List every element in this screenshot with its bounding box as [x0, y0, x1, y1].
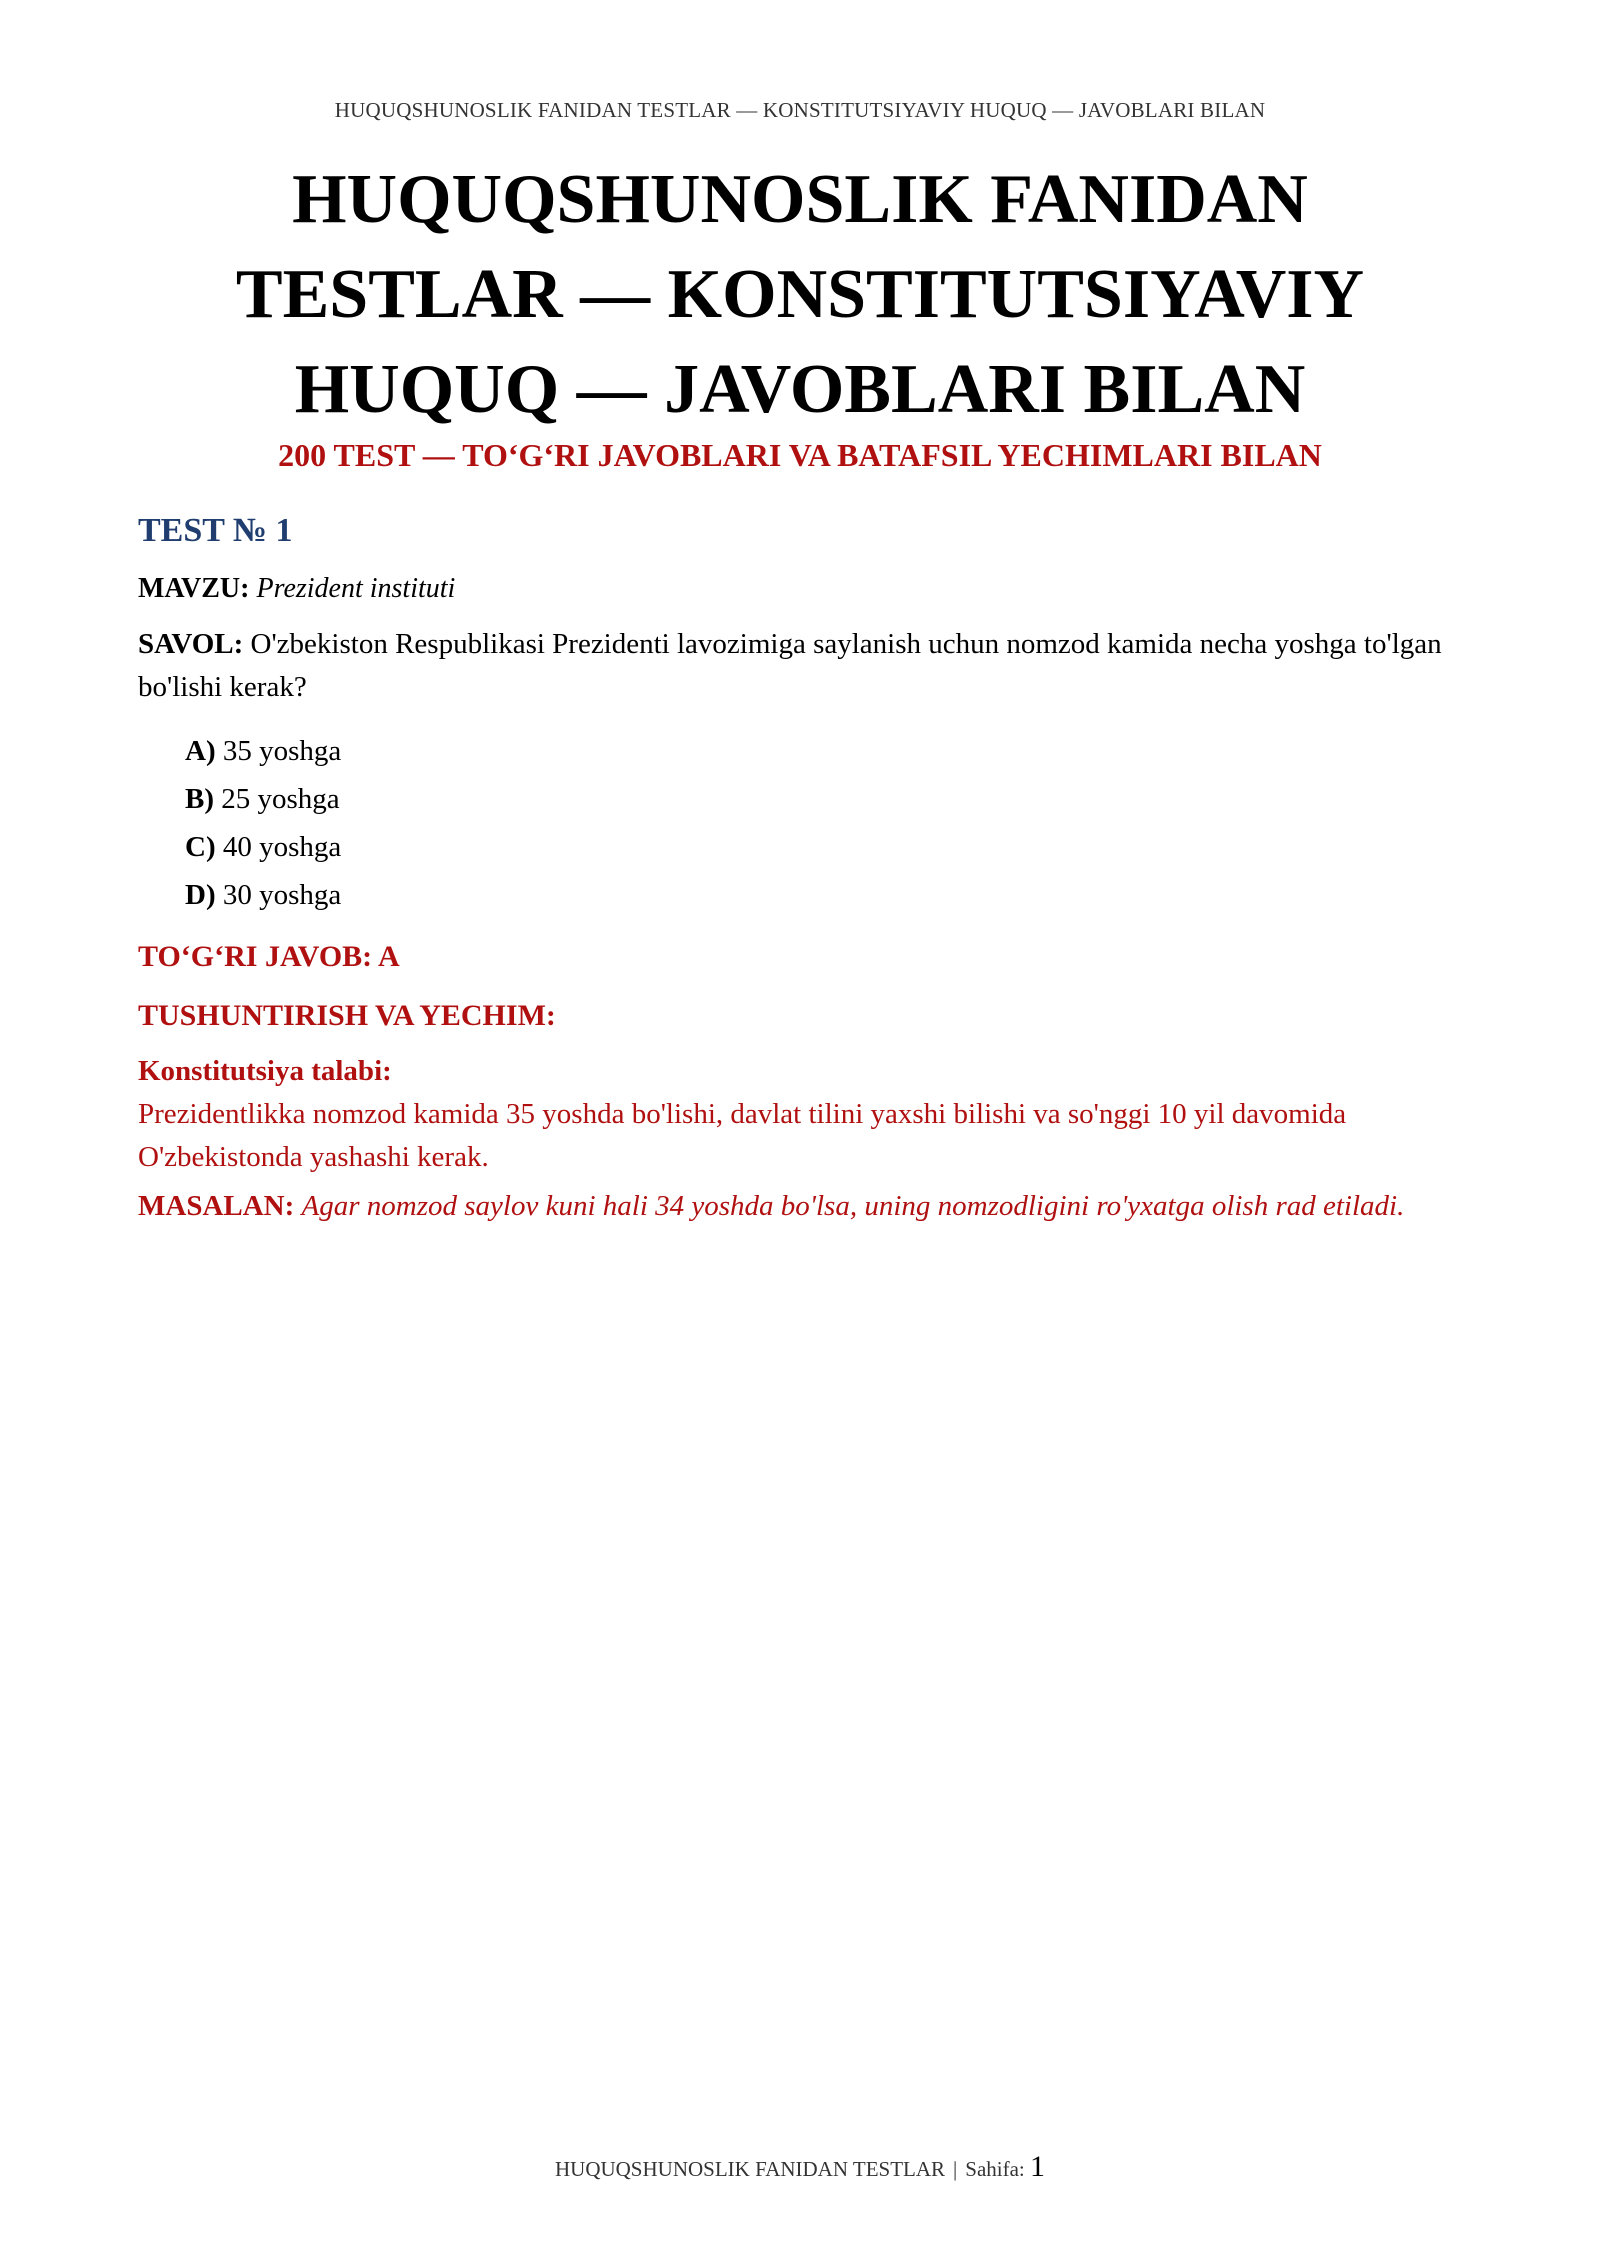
page-number: 1	[1030, 2150, 1045, 2183]
running-header: HUQUQSHUNOSLIK FANIDAN TESTLAR — KONSTITUTSIYAVIY HUQUQ — JAVOBLARI BILAN	[334, 98, 1266, 122]
answer-options	[185, 727, 1468, 919]
example-paragraph	[138, 1185, 1468, 1228]
option-d	[185, 871, 1468, 919]
document-title-line-1: HUQUQSHUNOSLIK FANIDAN	[292, 161, 1308, 238]
footer-title: HUQUQSHUNOSLIK FANIDAN TESTLAR	[554, 2157, 946, 2181]
option-letter: A)	[185, 735, 216, 767]
question-label: SAVOL:	[138, 628, 244, 660]
question-text: O'zbekiston Respublikasi Prezidenti lavozimiga saylanish uchun nomzod kamida necha yoshga to'lgan bo'lishi kerak?	[138, 628, 1442, 703]
example-label: MASALAN:	[138, 1190, 295, 1222]
option-text: 40 yoshga	[222, 831, 342, 863]
option-letter: C)	[185, 831, 216, 863]
option-text: 35 yoshga	[222, 735, 342, 767]
option-a	[185, 727, 1468, 775]
option-b	[185, 775, 1468, 823]
option-letter: B)	[185, 783, 214, 815]
page-footer	[0, 2150, 1600, 2184]
option-text: 30 yoshga	[222, 879, 342, 911]
correct-answer: TO‘G‘RI JAVOB: A	[138, 940, 400, 973]
test-block	[138, 505, 1468, 1228]
requirement-text: Prezidentlikka nomzod kamida 35 yoshda bo'lishi, davlat tilini yaxshi bilishi va so'nggi 10 yil davomida O'zbekistonda yashashi kerak.	[138, 1098, 1347, 1173]
footer-separator: |	[953, 2157, 958, 2181]
option-c	[185, 823, 1468, 871]
example-text: Agar nomzod saylov kuni hali 34 yoshda bo'lsa, uning nomzodligini ro'yxatga olish rad etiladi.	[301, 1190, 1405, 1222]
test-number-heading: TEST № 1	[138, 512, 293, 549]
option-text: 25 yoshga	[221, 783, 340, 815]
document-subtitle: 200 TEST — TO‘G‘RI JAVOBLARI VA BATAFSIL YECHIMLARI BILAN	[278, 437, 1322, 473]
document-title-line-3: HUQUQ — JAVOBLARI BILAN	[294, 351, 1306, 428]
requirement-heading: Konstitutsiya talabi:	[138, 1055, 392, 1087]
option-letter: D)	[185, 879, 216, 911]
question	[138, 623, 1468, 709]
topic-line	[138, 569, 1468, 609]
document-title-line-2: TESTLAR — KONSTITUTSIYAVIY	[235, 256, 1365, 333]
topic-label: MAVZU:	[138, 573, 250, 604]
footer-page-label: Sahifa:	[965, 2157, 1025, 2181]
explanation-heading: TUSHUNTIRISH VA YECHIM:	[138, 999, 556, 1032]
topic-value: Prezident instituti	[256, 573, 456, 604]
document-title	[140, 152, 1460, 437]
